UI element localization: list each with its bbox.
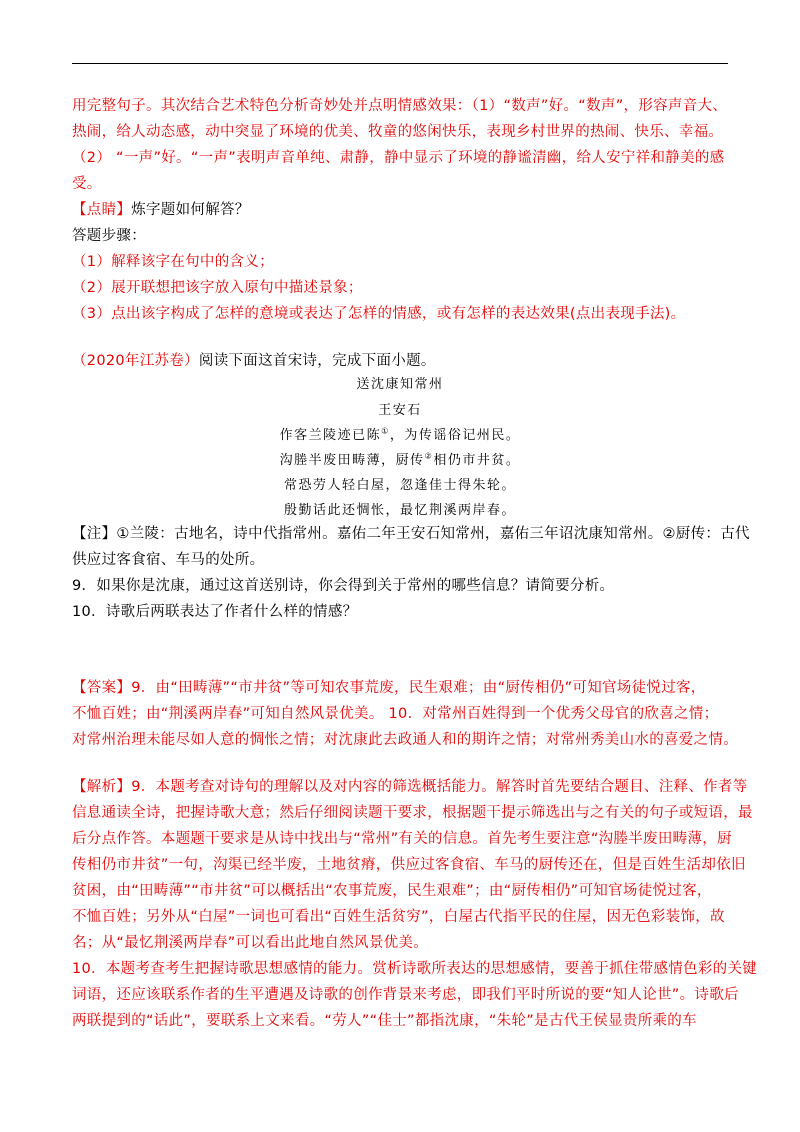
analysis-line-7: 名；从“最忆荆溪两岸春”可以看出此地自然风景优美。 [72, 935, 429, 951]
poem-line-2-part-b: 相仍市井贫。 [433, 453, 521, 468]
question-source: （2020年江苏卷） [72, 353, 199, 369]
analysis-line-8: 10．本题考查考生把握诗歌思想感情的能力。赏析诗歌所表达的思想感情，要善于抓住带感情色彩的关键 [72, 961, 758, 977]
explanation-line-2: 热闹，给人动态感，动中突显了环境的优美、牧童的悠闲快乐，表现乡村世界的热闹、快乐、幸福。 [72, 124, 724, 140]
explanation-line-3: （2） “一声”好。“一声”表明声音单纯、肃静，静中显示了环境的静谧清幽，给人安宁祥和静美的感 [72, 150, 725, 166]
poem-note-line-1: 【注】①兰陵：古地名，诗中代指常州。嘉佑二年王安石知常州，嘉佑三年诏沈康知常州。②厨传：古代 [72, 526, 750, 542]
poem-title: 送沈康知常州 [356, 377, 444, 392]
analysis-line-2: 信息通读全诗，把握诗歌大意；然后仔细阅读题干要求，根据题干提示筛选出与之有关的句子或短语，最 [72, 805, 753, 821]
analysis-line-10: 两联提到的“话此”，要联系上文来看。“劳人”“佳士”都指沈康，“朱轮”是古代王侯显贵所乘的车 [72, 1013, 697, 1029]
poem-author: 王安石 [378, 403, 422, 418]
tip-steps-heading: 答题步骤： [72, 228, 146, 244]
tip-step-1: （1）解释该字在句中的含义； [72, 254, 274, 270]
poem-line-1-part-a: 作客兰陵迹已陈 [279, 428, 382, 443]
poem-line-1-part-b: ，为传谣俗记州民。 [389, 428, 521, 443]
poem-line-2 [0, 449, 800, 473]
explanation-line-4: 受。 [72, 176, 102, 192]
poem-line-3: 常恐劳人轻白屋，忽逢佳士得朱轮。 [283, 478, 516, 493]
analysis-line-5: 贫困，由“田畴薄”“市井贫”可以概括出“农事荒废，民生艰难”；由“厨传相仍”可知官场徒悦过客， [72, 883, 712, 899]
explanation-line-1: 用完整句子。其次结合艺术特色分析奇妙处并点明情感效果：（1）“数声”好。“数声”，形容声音大、 [72, 98, 728, 114]
poem-line-4: 殷勤话此还惆怅，最忆荆溪两岸春。 [283, 503, 516, 518]
footnote-marker-2: ② [424, 451, 434, 461]
analysis-line-6: 不恤百姓；另外从“白屋”一词也可看出“百姓生活贫穷”，白屋古代指平民的住屋，因无色彩装饰，故 [72, 909, 725, 925]
footnote-marker-1: ① [381, 426, 390, 436]
answer-line-2: 不恤百姓；由“荆溪两岸春”可知自然风景优美。 10．对常州百姓得到一个优秀父母官的欣喜之情； [72, 706, 719, 722]
poem-line-2-part-a: 沟塍半废田畴薄，厨传 [279, 453, 425, 468]
poem-line-1 [0, 424, 800, 448]
answer-line-3: 对常州治理未能尽如人意的惆怅之情；对沈康此去政通人和的期许之情；对常州秀美山水的喜爱之情。 [72, 732, 738, 748]
tip-label: 【点睛】 [72, 202, 132, 218]
question-10: 10．诗歌后两联表达了作者什么样的情感？ [72, 604, 358, 620]
tip-step-3: （3）点出该字构成了怎样的意境或表达了怎样的情感，或有怎样的表达效果(点出表现手法)。 [72, 306, 686, 322]
header-rule [72, 63, 728, 64]
question-intro [72, 348, 732, 374]
poem-note-line-2: 供应过客食宿、车马的处所。 [72, 552, 265, 568]
analysis-line-4: 传相仍市井贫”一句，沟渠已经半废，土地贫瘠，供应过客食宿、车马的厨传还在，但是百姓生活却依旧 [72, 857, 746, 873]
question-instruction: 阅读下面这首宋诗，完成下面小题。 [198, 353, 436, 369]
answer-line-1: 【答案】9．由“田畴薄”“市井贫”等可知农事荒废，民生艰难；由“厨传相仍”可知官场徒悦过客， [72, 680, 706, 696]
analysis-line-9: 词语，还应该联系作者的生平遭遇及诗歌的创作背景来考虑，即我们平时所说的要“知人论世”。诗歌后 [72, 987, 739, 1003]
tip-heading [72, 197, 732, 223]
analysis-line-1: 【解析】9．本题考查对诗句的理解以及对内容的筛选概括能力。解答时首先要结合题目、注释、作者等 [72, 779, 748, 795]
tip-title: 炼字题如何解答？ [131, 202, 250, 218]
tip-step-2: （2）展开联想把该字放入原句中描述景象； [72, 280, 363, 296]
question-9: 9．如果你是沈康，通过这首送别诗，你会得到关于常州的哪些信息？请简要分析。 [72, 578, 615, 594]
analysis-line-3: 后分点作答。本题题干要求是从诗中找出与“常州”有关的信息。首先考生要注意“沟塍半废田畴薄，厨 [72, 831, 732, 847]
